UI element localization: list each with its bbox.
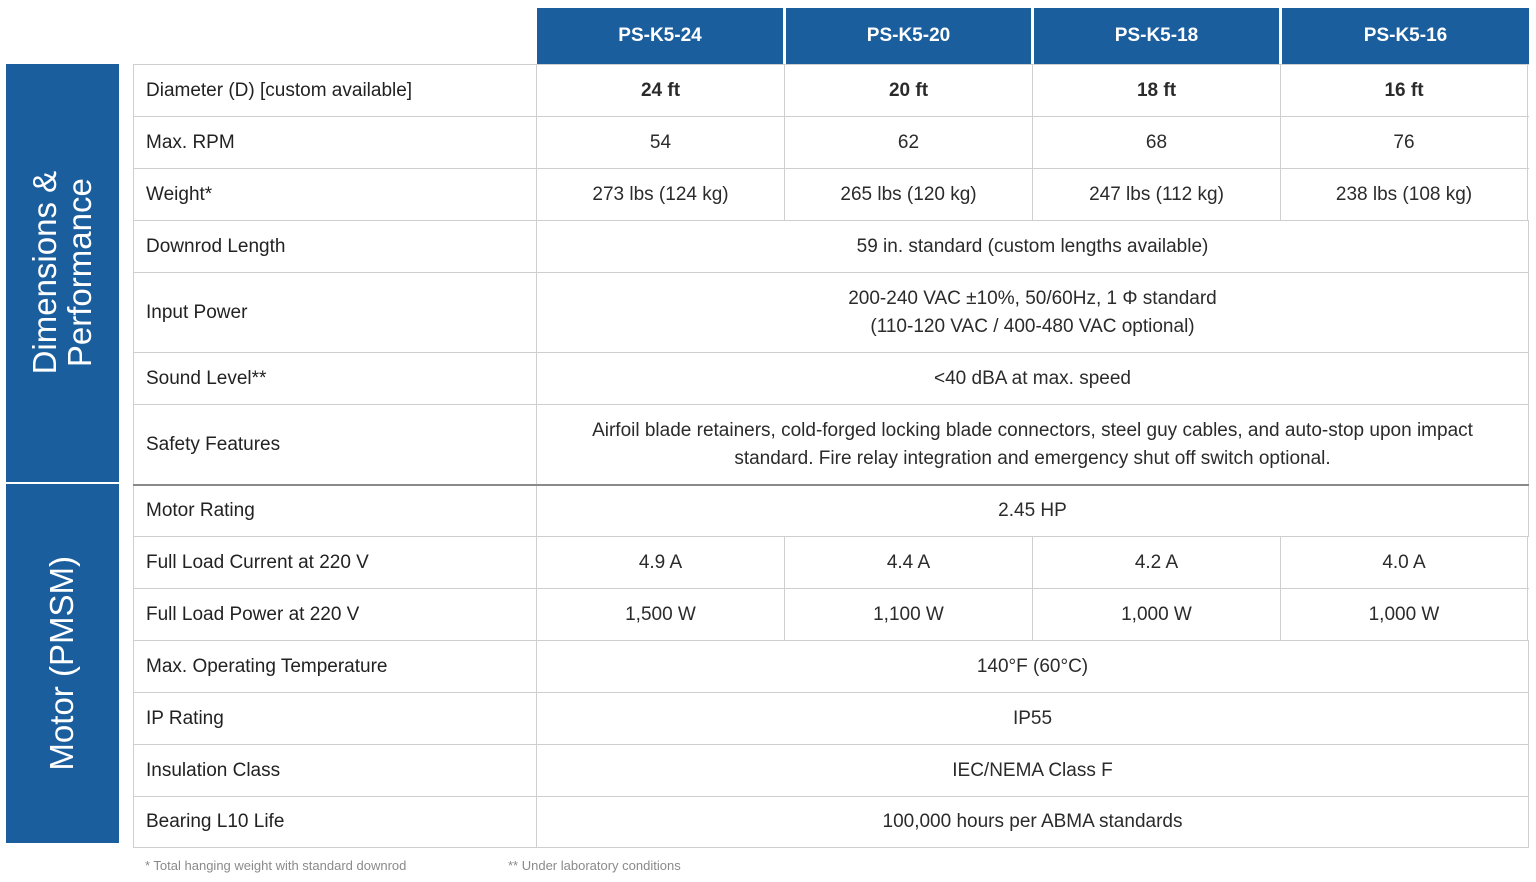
section-dimensions-performance-label <box>25 171 98 375</box>
row-label: Weight* <box>133 169 536 220</box>
cell-value: 100,000 hours per ABMA standards <box>536 797 1529 847</box>
cell-value: 1,100 W <box>784 589 1032 640</box>
cell-value: 62 <box>784 117 1032 168</box>
input-power-line1: 200-240 VAC ±10%, 50/60Hz, 1 Φ standard <box>848 287 1217 309</box>
footnote-sound: ** Under laboratory conditions <box>508 858 681 873</box>
section-motor-label <box>45 556 80 771</box>
row-label: Downrod Length <box>133 221 536 272</box>
table-row-safety-features <box>133 404 1529 484</box>
cell-value: 4.2 A <box>1032 537 1280 588</box>
cell-value: IP55 <box>536 693 1529 744</box>
table-row-diameter <box>133 64 1529 116</box>
table-row-sound-level <box>133 352 1529 404</box>
table-row-full-load-power <box>133 588 1529 640</box>
column-header-ps-k5-16: PS-K5-16 <box>1282 8 1529 64</box>
cell-value: 2.45 HP <box>536 486 1529 536</box>
row-label: Diameter (D) [custom available] <box>133 65 536 116</box>
cell-value: 265 lbs (120 kg) <box>784 169 1032 220</box>
row-label: Max. RPM <box>133 117 536 168</box>
row-label: Safety Features <box>133 405 536 484</box>
cell-value: 18 ft <box>1032 65 1280 116</box>
table-row-full-load-current <box>133 536 1529 588</box>
cell-value: 20 ft <box>784 65 1032 116</box>
row-label: Insulation Class <box>133 745 536 796</box>
cell-value: 16 ft <box>1280 65 1528 116</box>
cell-value: 1,000 W <box>1032 589 1280 640</box>
cell-value: 238 lbs (108 kg) <box>1280 169 1528 220</box>
cell-value: Airfoil blade retainers, cold-forged locking blade connectors, steel guy cables, and auto-stop upon impact standard. Fire relay integration and emergency shut off switch optional. <box>536 405 1529 484</box>
cell-value: 4.4 A <box>784 537 1032 588</box>
cell-value <box>536 273 1529 352</box>
cell-value: 76 <box>1280 117 1528 168</box>
table-row-max-rpm <box>133 116 1529 168</box>
table-row-downrod-length <box>133 220 1529 272</box>
cell-value: 4.0 A <box>1280 537 1528 588</box>
cell-value: 24 ft <box>536 65 784 116</box>
section-motor <box>6 484 119 843</box>
table-row-motor-rating <box>133 484 1529 536</box>
column-header-ps-k5-20: PS-K5-20 <box>786 8 1031 64</box>
section-dimensions-performance <box>6 64 119 482</box>
section-dimensions-line1: Dimensions & <box>25 171 63 375</box>
section-motor-line1: Motor (PMSM) <box>43 556 81 771</box>
row-label: Sound Level** <box>133 353 536 404</box>
row-label: Max. Operating Temperature <box>133 641 536 692</box>
row-label: Motor Rating <box>133 486 536 536</box>
spec-table <box>133 64 1529 848</box>
column-header-ps-k5-18: PS-K5-18 <box>1034 8 1279 64</box>
row-label: IP Rating <box>133 693 536 744</box>
table-row-bearing-l10-life <box>133 796 1529 848</box>
row-label: Bearing L10 Life <box>133 797 536 847</box>
cell-value: 68 <box>1032 117 1280 168</box>
row-label: Full Load Current at 220 V <box>133 537 536 588</box>
footnote-weight: * Total hanging weight with standard downrod <box>145 858 407 873</box>
row-label: Input Power <box>133 273 536 352</box>
cell-value: 273 lbs (124 kg) <box>536 169 784 220</box>
cell-value: 4.9 A <box>536 537 784 588</box>
cell-value: 1,000 W <box>1280 589 1528 640</box>
input-power-line2: (110-120 VAC / 400-480 VAC optional) <box>870 315 1195 337</box>
column-header-ps-k5-24: PS-K5-24 <box>537 8 783 64</box>
cell-value: 59 in. standard (custom lengths available) <box>536 221 1529 272</box>
table-row-weight <box>133 168 1529 220</box>
table-row-insulation-class <box>133 744 1529 796</box>
cell-value: 140°F (60°C) <box>536 641 1529 692</box>
section-dimensions-line2: Performance <box>60 178 98 368</box>
table-row-ip-rating <box>133 692 1529 744</box>
row-label: Full Load Power at 220 V <box>133 589 536 640</box>
table-row-max-operating-temperature <box>133 640 1529 692</box>
cell-value: 1,500 W <box>536 589 784 640</box>
cell-value: 54 <box>536 117 784 168</box>
cell-value: IEC/NEMA Class F <box>536 745 1529 796</box>
cell-value: 247 lbs (112 kg) <box>1032 169 1280 220</box>
cell-value: <40 dBA at max. speed <box>536 353 1529 404</box>
table-row-input-power <box>133 272 1529 352</box>
